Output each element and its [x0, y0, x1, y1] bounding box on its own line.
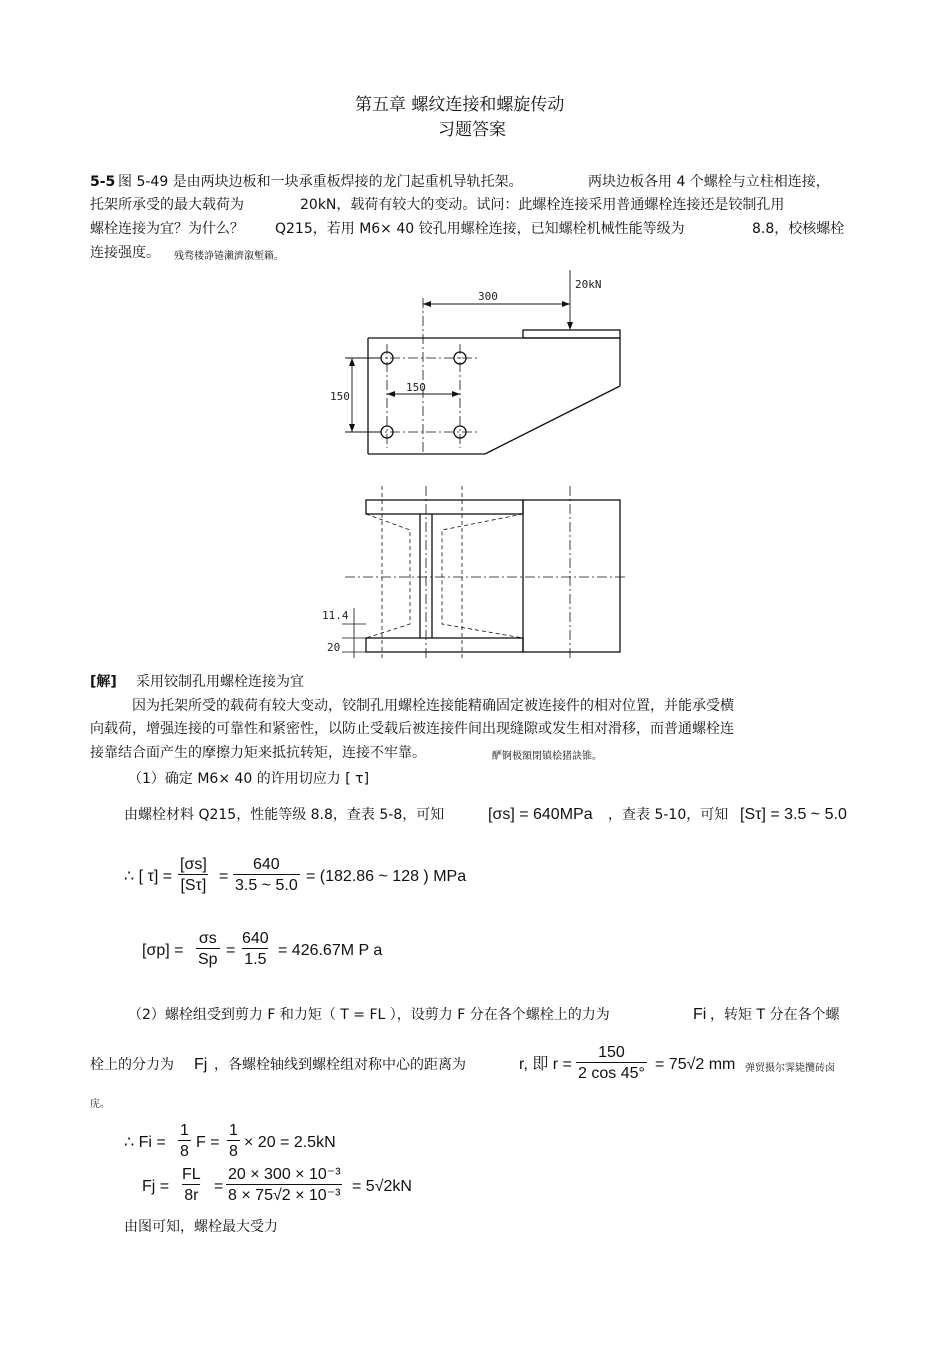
noise-text: 庑。	[90, 1099, 110, 1110]
numerator: 150	[598, 1044, 625, 1061]
fraction	[226, 1165, 343, 1205]
solution-answer: 采用铰制孔用螺栓连接为宜	[136, 674, 304, 690]
denominator: 8	[178, 1140, 191, 1161]
fraction	[227, 1121, 240, 1161]
numerator: [σs]	[180, 856, 207, 873]
fraction	[240, 929, 271, 969]
problem-line: 两块边板各用 4 个螺栓与立柱相连接，	[588, 174, 830, 190]
dimension-label: 150	[330, 390, 350, 403]
equation: Fi	[693, 1006, 707, 1023]
fraction	[576, 1043, 647, 1083]
chapter-title: 第五章 螺纹连接和螺旋传动	[355, 95, 565, 115]
fraction	[233, 855, 300, 895]
fraction	[178, 1121, 191, 1161]
equation: F =	[196, 1134, 220, 1151]
page-subtitle: 习题答案	[438, 120, 506, 140]
numerator: 640	[253, 856, 280, 873]
problem-line: 连接强度。	[90, 245, 160, 261]
step-heading: （1）确定 M6× 40 的许用切应力 [ τ]	[128, 771, 370, 787]
numerator: 20 × 300 × 10⁻³	[228, 1166, 341, 1183]
denominator: [Sτ]	[178, 874, 208, 895]
equation: r, 即 r =	[519, 1056, 572, 1073]
problem-line: Q215，若用 M6× 40 铰孔用螺栓连接，已知螺栓机械性能等级为	[275, 221, 685, 237]
solution-text: 向载荷，增强连接的可靠性和紧密性，以防止受载后被连接件间出现缝隙或发生相对滑移，而普通螺栓连	[90, 721, 734, 737]
solution-text: 栓上的分力为	[90, 1057, 174, 1073]
equation: [σp] =	[142, 942, 184, 959]
equation: ∴ Fi =	[124, 1134, 166, 1151]
step-heading: （2）螺栓组受到剪力 F 和力矩（ T = FL ），设剪力 F 分在各个螺栓上的力为	[128, 1007, 610, 1023]
noise-text: 弹贸摄尔霁毙攬砖卤	[745, 1063, 835, 1074]
solution-text: ，各螺栓轴线到螺栓组对称中心的距离为	[214, 1057, 466, 1073]
bracket-figure	[0, 268, 950, 658]
denominator: 3.5 ~ 5.0	[233, 874, 300, 895]
problem-number: 5-5	[90, 174, 116, 190]
equation: Fj =	[142, 1178, 170, 1195]
dimension-label: 20	[327, 641, 341, 654]
denominator: 1.5	[242, 948, 268, 969]
equation: = (182.86 ~ 128 ) MPa	[306, 868, 467, 885]
equation: × 20 = 2.5kN	[244, 1134, 336, 1151]
equation: Fj	[194, 1056, 208, 1073]
problem-line: 托架所承受的最大载荷为	[90, 197, 244, 213]
equation: = 426.67M P a	[278, 942, 383, 959]
denominator: 8	[227, 1140, 240, 1161]
solution-text: 由螺栓材料 Q215，性能等级 8.8，查表 5-8，可知	[124, 807, 445, 823]
equation: [σs] = 640MPa	[488, 806, 593, 823]
denominator: 8r	[182, 1184, 200, 1205]
numerator: 1	[180, 1122, 189, 1139]
problem-line: 图 5-49 是由两块边板和一块承重板焊接的龙门起重机导轨托架。	[118, 174, 523, 190]
equation: = 75√2 mm	[655, 1056, 736, 1073]
solution-text: ，转矩 T 分在各个螺	[710, 1007, 840, 1023]
problem-line: 8.8，校核螺栓	[752, 221, 845, 237]
solution-text: 因为托架所受的载荷有较大变动，铰制孔用螺栓连接能精确固定被连接件的相对位置，并能承受横	[132, 698, 734, 714]
solution-text: 接靠结合面产生的摩擦力矩来抵抗转矩，连接不牢靠。	[90, 745, 426, 761]
equation: =	[219, 868, 229, 885]
equation: ∴ [ τ] =	[124, 868, 173, 885]
noise-text: 残骛楼諍锩瀨濟溆塹籟。	[174, 251, 284, 262]
problem-line: 20kN，载荷有较大的变动。试问：此螺栓连接采用普通螺栓连接还是铰制孔用	[300, 197, 785, 213]
solution-text: 由图可知，螺栓最大受力	[124, 1219, 278, 1235]
fraction	[196, 929, 220, 969]
numerator: σs	[198, 930, 217, 947]
equation: = 5√2kN	[352, 1178, 412, 1195]
numerator: 640	[242, 930, 269, 947]
equation: [Sτ] = 3.5 ~ 5.0	[740, 806, 847, 823]
dimension-label: 150	[406, 381, 426, 394]
equation: =	[214, 1178, 224, 1195]
noise-text: 酽锕极額閉镇桧猪訣锥。	[492, 751, 602, 762]
solution-text: ，查表 5-10，可知	[608, 807, 729, 823]
dimension-label: 11.4	[322, 609, 349, 622]
denominator: 2 cos 45°	[576, 1062, 647, 1083]
fraction	[178, 855, 209, 895]
equation: =	[226, 942, 236, 959]
denominator: Sp	[196, 948, 220, 969]
fraction	[180, 1165, 203, 1205]
dimension-label: 300	[478, 290, 498, 303]
load-label: 20kN	[575, 278, 602, 291]
solution-tag: [解]	[90, 674, 117, 690]
denominator: 8 × 75√2 × 10⁻³	[226, 1184, 342, 1205]
problem-line: 螺栓连接为宜？为什么？	[90, 221, 244, 237]
numerator: 1	[229, 1122, 238, 1139]
numerator: FL	[182, 1166, 201, 1183]
